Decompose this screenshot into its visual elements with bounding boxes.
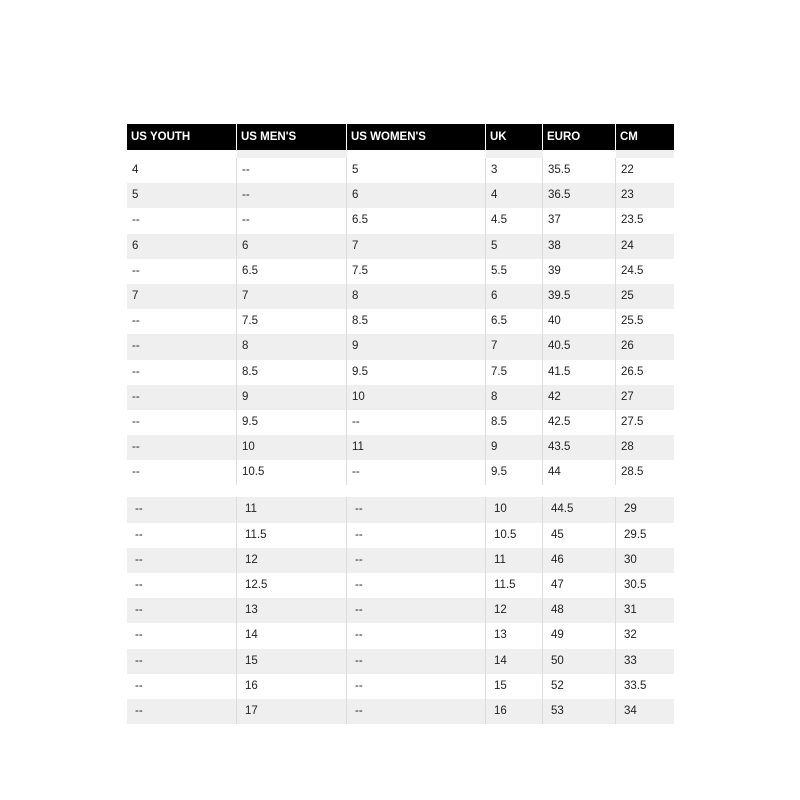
table-cell: 11 (347, 435, 486, 460)
table-cell: -- (127, 410, 237, 435)
table-cell: 12 (486, 598, 543, 623)
table-cell: 10 (347, 385, 486, 410)
column-header: US YOUTH (127, 124, 237, 150)
table-cell: 10 (486, 497, 543, 522)
table-cell: 45 (543, 523, 616, 548)
table-cell: 39 (543, 259, 616, 284)
table-cell: 42 (543, 385, 616, 410)
table-cell: -- (127, 623, 237, 648)
table-cell: 13 (486, 623, 543, 648)
table-cell: 7 (127, 284, 237, 309)
table-cell: 28 (616, 435, 674, 460)
table-cell: 12 (237, 548, 347, 573)
table-row (127, 385, 674, 410)
table-cell: 38 (543, 234, 616, 259)
table-cell: 5.5 (486, 259, 543, 284)
table-cell: -- (347, 460, 486, 485)
table-cell: 5 (347, 158, 486, 183)
table-cell: 44 (543, 460, 616, 485)
table-row (127, 334, 674, 359)
table-cell: -- (127, 460, 237, 485)
table-cell: 41.5 (543, 360, 616, 385)
table-cell: -- (127, 334, 237, 359)
table-cell: 11.5 (237, 523, 347, 548)
table-cell: 7 (237, 284, 347, 309)
table-cell: 11 (486, 548, 543, 573)
table-cell: 40 (543, 309, 616, 334)
table-row (127, 623, 674, 648)
table-cell: -- (127, 523, 237, 548)
table-row (127, 208, 674, 233)
table-cell: 6 (237, 234, 347, 259)
table-cell: 23 (616, 183, 674, 208)
table-cell: -- (127, 649, 237, 674)
table-cell: 27.5 (616, 410, 674, 435)
table-cell: -- (237, 158, 347, 183)
table-row (127, 649, 674, 674)
table-cell: -- (347, 674, 486, 699)
table-cell: 9 (347, 334, 486, 359)
column-header: UK (486, 124, 543, 150)
table-cell: 6 (347, 183, 486, 208)
table-cell: 42.5 (543, 410, 616, 435)
table-cell: 36.5 (543, 183, 616, 208)
table-cell: 49 (543, 623, 616, 648)
table-row (127, 284, 674, 309)
table-cell: -- (127, 598, 237, 623)
table-cell: -- (347, 598, 486, 623)
table-row (127, 573, 674, 598)
table-cell: 8 (237, 334, 347, 359)
table-cell: 33 (616, 649, 674, 674)
table-cell: 4 (486, 183, 543, 208)
table-cell: 8 (486, 385, 543, 410)
table-cell: 11.5 (486, 573, 543, 598)
table-row (127, 699, 674, 724)
table-cell: 53 (543, 699, 616, 724)
table-cell: 28.5 (616, 460, 674, 485)
table-cell: 8.5 (347, 309, 486, 334)
table-cell: 8 (347, 284, 486, 309)
table-cell: 26 (616, 334, 674, 359)
table-cell: -- (237, 208, 347, 233)
table-cell: 24.5 (616, 259, 674, 284)
table-cell: 52 (543, 674, 616, 699)
table-cell: 33.5 (616, 674, 674, 699)
table-cell: 11 (237, 497, 347, 522)
table-cell: 9 (486, 435, 543, 460)
table-cell: 34 (616, 699, 674, 724)
table-row (127, 548, 674, 573)
table-cell: 25 (616, 284, 674, 309)
table-cell: -- (347, 623, 486, 648)
table-cell: 7 (486, 334, 543, 359)
table-cell: 43.5 (543, 435, 616, 460)
table-cell: -- (347, 523, 486, 548)
table-cell: -- (127, 699, 237, 724)
table-row (127, 360, 674, 385)
table-cell: 35.5 (543, 158, 616, 183)
table-cell: 4 (127, 158, 237, 183)
table-cell: -- (127, 548, 237, 573)
table-cell: -- (127, 674, 237, 699)
table-cell: 23.5 (616, 208, 674, 233)
table-cell: 9.5 (486, 460, 543, 485)
table-cell: -- (347, 548, 486, 573)
table-cell: 7 (347, 234, 486, 259)
table-row (127, 234, 674, 259)
table-cell: 15 (486, 674, 543, 699)
table-cell: 47 (543, 573, 616, 598)
table-cell: -- (127, 497, 237, 522)
table-cell: -- (127, 435, 237, 460)
table-cell: 9.5 (347, 360, 486, 385)
table-cell: 15 (237, 649, 347, 674)
table-cell: 37 (543, 208, 616, 233)
table-cell: 31 (616, 598, 674, 623)
table-row (127, 497, 674, 522)
size-chart-header (127, 124, 674, 150)
table-cell: -- (347, 497, 486, 522)
table-cell: 8.5 (486, 410, 543, 435)
section-divider (127, 485, 674, 497)
column-header: US MEN'S (237, 124, 347, 150)
table-cell: 12.5 (237, 573, 347, 598)
table-cell: 46 (543, 548, 616, 573)
table-cell: 26.5 (616, 360, 674, 385)
table-cell: 6.5 (486, 309, 543, 334)
table-cell: 9 (237, 385, 347, 410)
table-cell: 6 (486, 284, 543, 309)
table-cell: 17 (237, 699, 347, 724)
table-cell: -- (127, 360, 237, 385)
table-cell: -- (237, 183, 347, 208)
table-cell: 14 (237, 623, 347, 648)
table-cell: -- (127, 573, 237, 598)
table-cell: 16 (486, 699, 543, 724)
table-cell: 29.5 (616, 523, 674, 548)
table-cell: 10 (237, 435, 347, 460)
table-row (127, 410, 674, 435)
table-cell: 10.5 (237, 460, 347, 485)
table-cell: -- (347, 699, 486, 724)
table-cell: 30.5 (616, 573, 674, 598)
table-cell: 30 (616, 548, 674, 573)
table-cell: 14 (486, 649, 543, 674)
table-cell: 4.5 (486, 208, 543, 233)
size-chart (127, 124, 674, 724)
table-cell: 3 (486, 158, 543, 183)
table-cell: -- (127, 259, 237, 284)
table-cell: 44.5 (543, 497, 616, 522)
table-cell: 8.5 (237, 360, 347, 385)
table-cell: 6.5 (347, 208, 486, 233)
table-cell: 16 (237, 674, 347, 699)
table-row (127, 435, 674, 460)
header-gap (127, 150, 674, 158)
table-cell: -- (347, 573, 486, 598)
table-row (127, 158, 674, 183)
table-cell: 22 (616, 158, 674, 183)
table-cell: 50 (543, 649, 616, 674)
table-cell: -- (347, 649, 486, 674)
table-cell: 7.5 (347, 259, 486, 284)
table-row (127, 309, 674, 334)
table-cell: 32 (616, 623, 674, 648)
table-row (127, 598, 674, 623)
table-cell: -- (127, 208, 237, 233)
table-cell: 29 (616, 497, 674, 522)
table-cell: 25.5 (616, 309, 674, 334)
table-row (127, 259, 674, 284)
table-cell: 40.5 (543, 334, 616, 359)
table-cell: 6.5 (237, 259, 347, 284)
table-cell: -- (127, 309, 237, 334)
table-cell: 6 (127, 234, 237, 259)
table-row (127, 460, 674, 485)
size-chart-section-2 (127, 497, 674, 724)
table-row (127, 523, 674, 548)
table-cell: 7.5 (486, 360, 543, 385)
table-cell: 48 (543, 598, 616, 623)
table-cell: 10.5 (486, 523, 543, 548)
size-chart-section-1 (127, 158, 674, 485)
table-cell: 24 (616, 234, 674, 259)
table-cell: 39.5 (543, 284, 616, 309)
column-header: US WOMEN'S (347, 124, 486, 150)
table-row (127, 183, 674, 208)
table-cell: 9.5 (237, 410, 347, 435)
column-header: EURO (543, 124, 616, 150)
column-header: CM (616, 124, 674, 150)
table-cell: 5 (127, 183, 237, 208)
table-cell: -- (347, 410, 486, 435)
table-row (127, 674, 674, 699)
table-cell: -- (127, 385, 237, 410)
table-cell: 13 (237, 598, 347, 623)
table-cell: 7.5 (237, 309, 347, 334)
table-cell: 5 (486, 234, 543, 259)
table-cell: 27 (616, 385, 674, 410)
